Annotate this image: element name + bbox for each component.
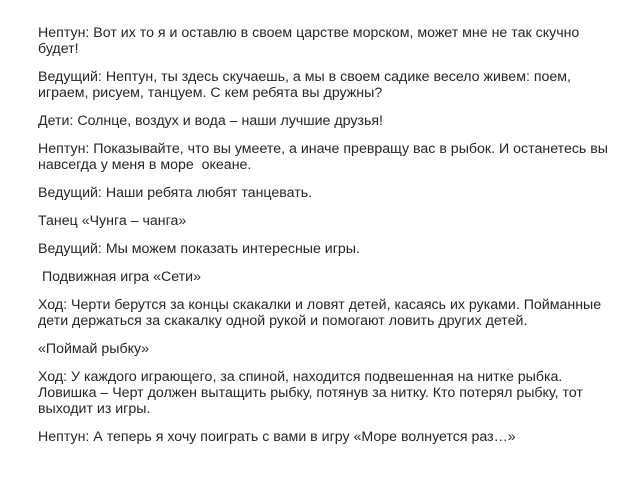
paragraph-10: «Поймай рыбку» (38, 341, 150, 357)
script-text (38, 25, 612, 457)
paragraph-5: Ведущий: Наши ребята любят танцевать. (38, 185, 313, 201)
paragraph-7: Ведущий: Мы можем показать интересные игры. (38, 241, 360, 257)
paragraph-2: Ведущий: Нептун, ты здесь скучаешь, а мы в своем садике весело живем: поем, играем, рисуем, танцуем. С кем ребята вы дружны? (38, 69, 575, 101)
paragraph-8: Подвижная игра «Сети» (38, 269, 202, 285)
paragraph-4: Нептун: Показывайте, что вы умеете, а иначе превращу вас в рыбок. И останетесь вы навсегда у меня в море океане. (38, 141, 612, 173)
paragraph-12: Нептун: А теперь я хочу поиграть с вами в игру «Море волнуется раз…» (38, 429, 516, 445)
paragraph-6: Танец «Чунга – чанга» (38, 213, 187, 229)
paragraph-3: Дети: Солнце, воздух и вода – наши лучшие друзья! (38, 113, 383, 129)
paragraph-9: Ход: Черти берутся за концы скакалки и ловят детей, касаясь их руками. Пойманные дети держаться за скакалку одной рукой и помогают ловить других детей. (38, 297, 606, 329)
paragraph-11: Ход: У каждого играющего, за спиной, находится подвешенная на нитке рыбка. Ловишка – Черт должен вытащить рыбку, потянув за нитку. Кто потерял рыбку, тот выходит из игры. (38, 369, 587, 417)
paragraph-1: Нептун: Вот их то я и оставлю в своем царстве морском, может мне не так скучно будет! (38, 25, 584, 57)
